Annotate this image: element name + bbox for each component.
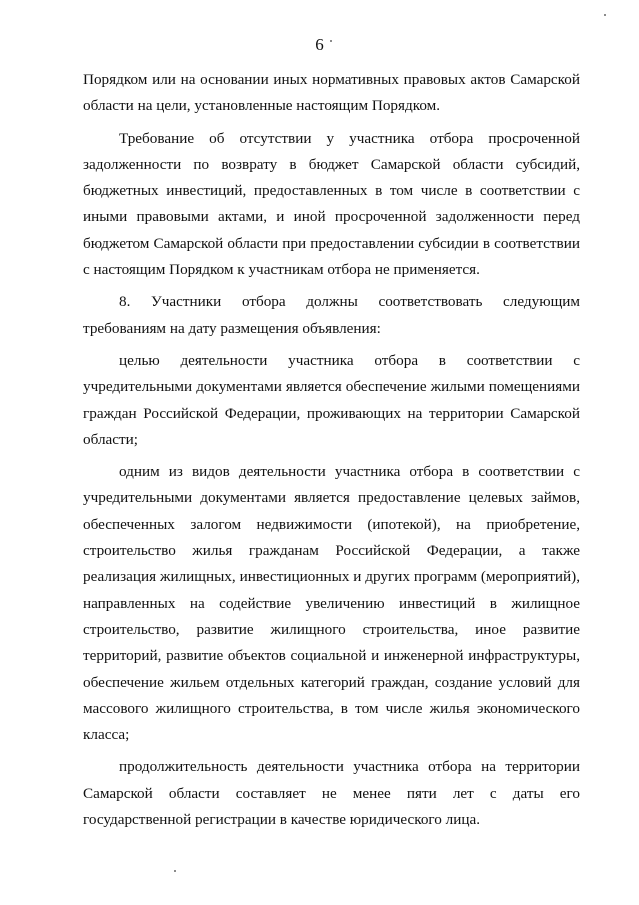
paragraph-purpose: целью деятельности участника отбора в соответствии с учредительными документами является обеспечение жилыми помещениями граждан Российской Федерации, проживающих на территории Самарской области; [83, 351, 580, 448]
scan-speck [604, 14, 606, 16]
paragraph-duration: продолжительность деятельности участника отбора на территории Самарской области составляет не менее пяти лет с даты его государственной регистрации в качестве юридического лица. [83, 758, 580, 829]
document-body [83, 67, 580, 833]
page-number: 6 [315, 35, 324, 54]
paragraph-item-8: 8. Участники отбора должны соответствовать следующим требованиям на дату размещения объявления: [83, 293, 580, 337]
paragraph-continuation: Порядком или на основании иных нормативных правовых актов Самарской области на цели, установленные настоящим Порядком. [83, 71, 580, 115]
scan-speck [174, 870, 176, 872]
scan-speck [330, 40, 332, 42]
paragraph-requirement-debt: Требование об отсутствии у участника отбора просроченной задолженности по возврату в бюджет Самарской области субсидий, бюджетных инвестиций, предоставленных в том числе в соответствии с иными правовыми актами, и иной просроченной задолженности перед бюджетом Самарской области при предоставлении субсидии в соответствии с настоящим Порядком к участникам отбора не применяется. [83, 129, 580, 279]
paragraph-activity: одним из видов деятельности участника отбора в соответствии с учредительными документами является предоставление целевых займов, обеспеченных залогом недвижимости (ипотекой), на приобретение, строительство жилья гражданам Российской Федерации, а также реализация жилищных, инвестиционных и других программ (мероприятий), направленных на содействие увеличению инвестиций в жилищное строительство, развитие жилищного строительства, иное развитие территорий, развитие объектов социальной и инженерной инфраструктуры, обеспечение жильем отдельных категорий граждан, создание условий для массового жилищного строительства, в том числе жилья экономического класса; [83, 463, 580, 744]
